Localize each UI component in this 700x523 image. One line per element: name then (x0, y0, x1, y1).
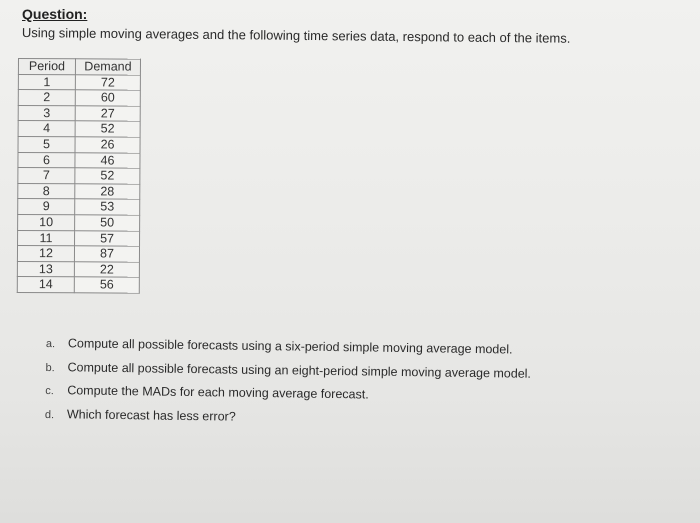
item-letter: a. (45, 337, 56, 351)
table-row (18, 74, 140, 90)
table-row (17, 246, 139, 262)
table-row (18, 105, 140, 121)
period-cell: 9 (18, 199, 75, 215)
period-cell: 11 (18, 230, 75, 246)
demand-table (17, 58, 141, 294)
table-row (18, 90, 140, 106)
item-letter: b. (45, 361, 55, 374)
item-text: Compute all possible forecasts using an eight-period simple moving average model. (67, 359, 532, 381)
period-cell: 12 (17, 246, 74, 262)
demand-cell: 26 (75, 137, 140, 153)
table-row (17, 277, 139, 293)
header-demand: Demand (75, 59, 140, 75)
table-row (18, 121, 140, 137)
demand-cell: 72 (75, 74, 140, 90)
demand-cell: 28 (75, 184, 140, 200)
table-row (18, 152, 140, 168)
table-row (18, 136, 140, 152)
period-cell: 7 (18, 168, 75, 184)
table-row (18, 230, 140, 246)
header-period: Period (18, 59, 75, 75)
period-cell: 3 (18, 105, 75, 121)
period-cell: 13 (17, 261, 74, 277)
period-cell: 2 (18, 90, 75, 106)
question-heading: Question: (22, 6, 88, 22)
demand-cell: 50 (75, 215, 140, 231)
demand-cell: 22 (74, 262, 139, 278)
demand-cell: 60 (75, 90, 140, 106)
table-body (17, 74, 140, 293)
question-text: Using simple moving averages and the following time series data, respond to each of the items. (21, 25, 571, 46)
demand-cell: 52 (75, 168, 140, 184)
demand-cell: 87 (74, 246, 139, 262)
item-text: Which forecast has less error? (66, 406, 236, 424)
demand-cell: 57 (75, 230, 140, 246)
item-text: Compute all possible forecasts using a six-period simple moving average model. (67, 336, 513, 357)
table-row (18, 214, 140, 230)
demand-cell: 53 (75, 199, 140, 215)
period-cell: 5 (18, 136, 75, 152)
demand-cell: 52 (75, 121, 140, 137)
period-cell: 10 (18, 214, 75, 230)
period-cell: 1 (18, 74, 75, 90)
period-cell: 14 (17, 277, 74, 293)
demand-cell: 27 (75, 106, 140, 122)
table-header-row (18, 59, 140, 75)
table-row (18, 168, 140, 184)
table-row (18, 199, 140, 215)
table-row (17, 261, 139, 277)
question-items (45, 336, 532, 437)
period-cell: 4 (18, 121, 75, 137)
item-letter: c. (45, 384, 54, 398)
item-letter: d. (44, 408, 55, 421)
demand-cell: 46 (75, 152, 140, 168)
demand-cell: 56 (74, 277, 139, 293)
period-cell: 6 (18, 152, 75, 168)
item-text: Compute the MADs for each moving average forecast. (67, 383, 369, 402)
table-row (18, 183, 140, 199)
period-cell: 8 (18, 183, 75, 199)
